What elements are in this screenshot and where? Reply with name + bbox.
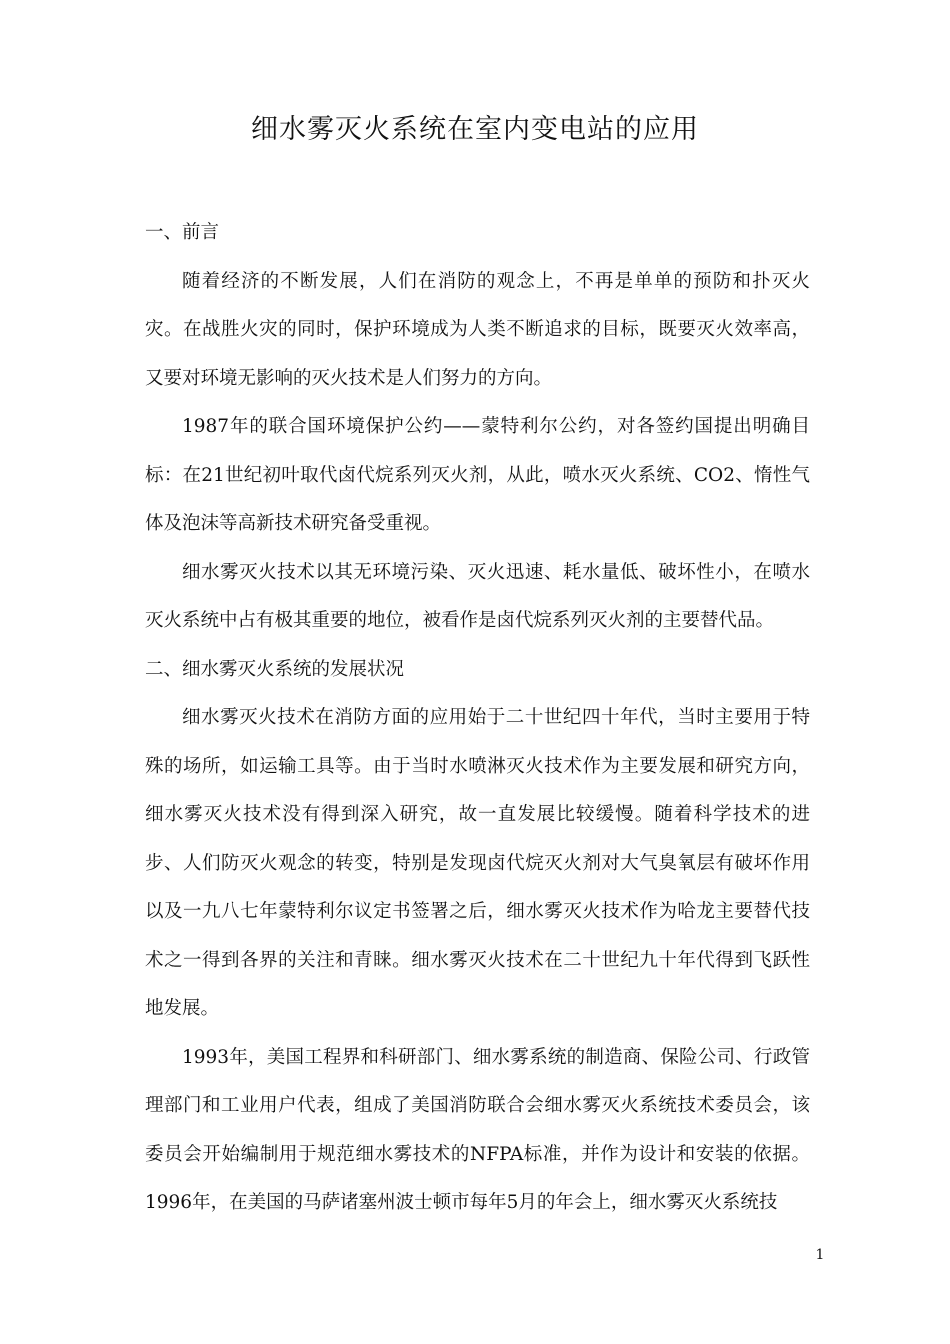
section-heading-development: 二、细水雾灭火系统的发展状况 (145, 658, 405, 680)
document-title: 细水雾灭火系统在室内变电站的应用 (251, 114, 699, 145)
document-body (145, 209, 810, 1228)
body-paragraph: 细水雾灭火技术在消防方面的应用始于二十世纪四十年代，当时主要用于特殊的场所，如运输工具等。由于当时水喷淋灭火技术作为主要发展和研究方向，细水雾灭火技术没有得到深入研究，故一直发展比较缓慢。随着科学技术的进步、人们防灭火观念的转变，特别是发现卤代烷灭火剂对大气臭氧层有破坏作用以及一九八七年蒙特利尔议定书签署之后，细水雾灭火技术作为哈龙主要替代技术之一得到各界的关注和青睐。细水雾灭火技术在二十世纪九十年代得到飞跃性地发展。 (145, 707, 810, 1019)
body-paragraph: 细水雾灭火技术以其无环境污染、灭火迅速、耗水量低、破坏性小，在喷水灭火系统中占有极其重要的地位，被看作是卤代烷系列灭火剂的主要替代品。 (145, 561, 810, 631)
body-paragraph: 1993年，美国工程界和科研部门、细水雾系统的制造商、保险公司、行政管理部门和工业用户代表，组成了美国消防联合会细水雾灭火系统技术委员会，该委员会开始编制用于规范细水雾技术的NFPA标准，并作为设计和安装的依据。1996年，在美国的马萨诸塞州波士顿市每年5月的年会上，细水雾灭火系统技 (145, 1046, 810, 1213)
page-number: 1 (815, 1247, 825, 1263)
section-heading-preface: 一、前言 (145, 222, 220, 243)
body-paragraph: 1987年的联合国环境保护公约——蒙特利尔公约，对各签约国提出明确目标：在21世纪初叶取代卤代烷系列灭火剂，从此，喷水灭火系统、CO2、惰性气体及泡沫等高新技术研究备受重视。 (145, 416, 810, 534)
body-paragraph: 随着经济的不断发展，人们在消防的观念上，不再是单单的预防和扑灭火灾。在战胜火灾的同时，保护环境成为人类不断追求的目标，既要灭火效率高，又要对环境无影响的灭火技术是人们努力的方向。 (145, 270, 810, 389)
